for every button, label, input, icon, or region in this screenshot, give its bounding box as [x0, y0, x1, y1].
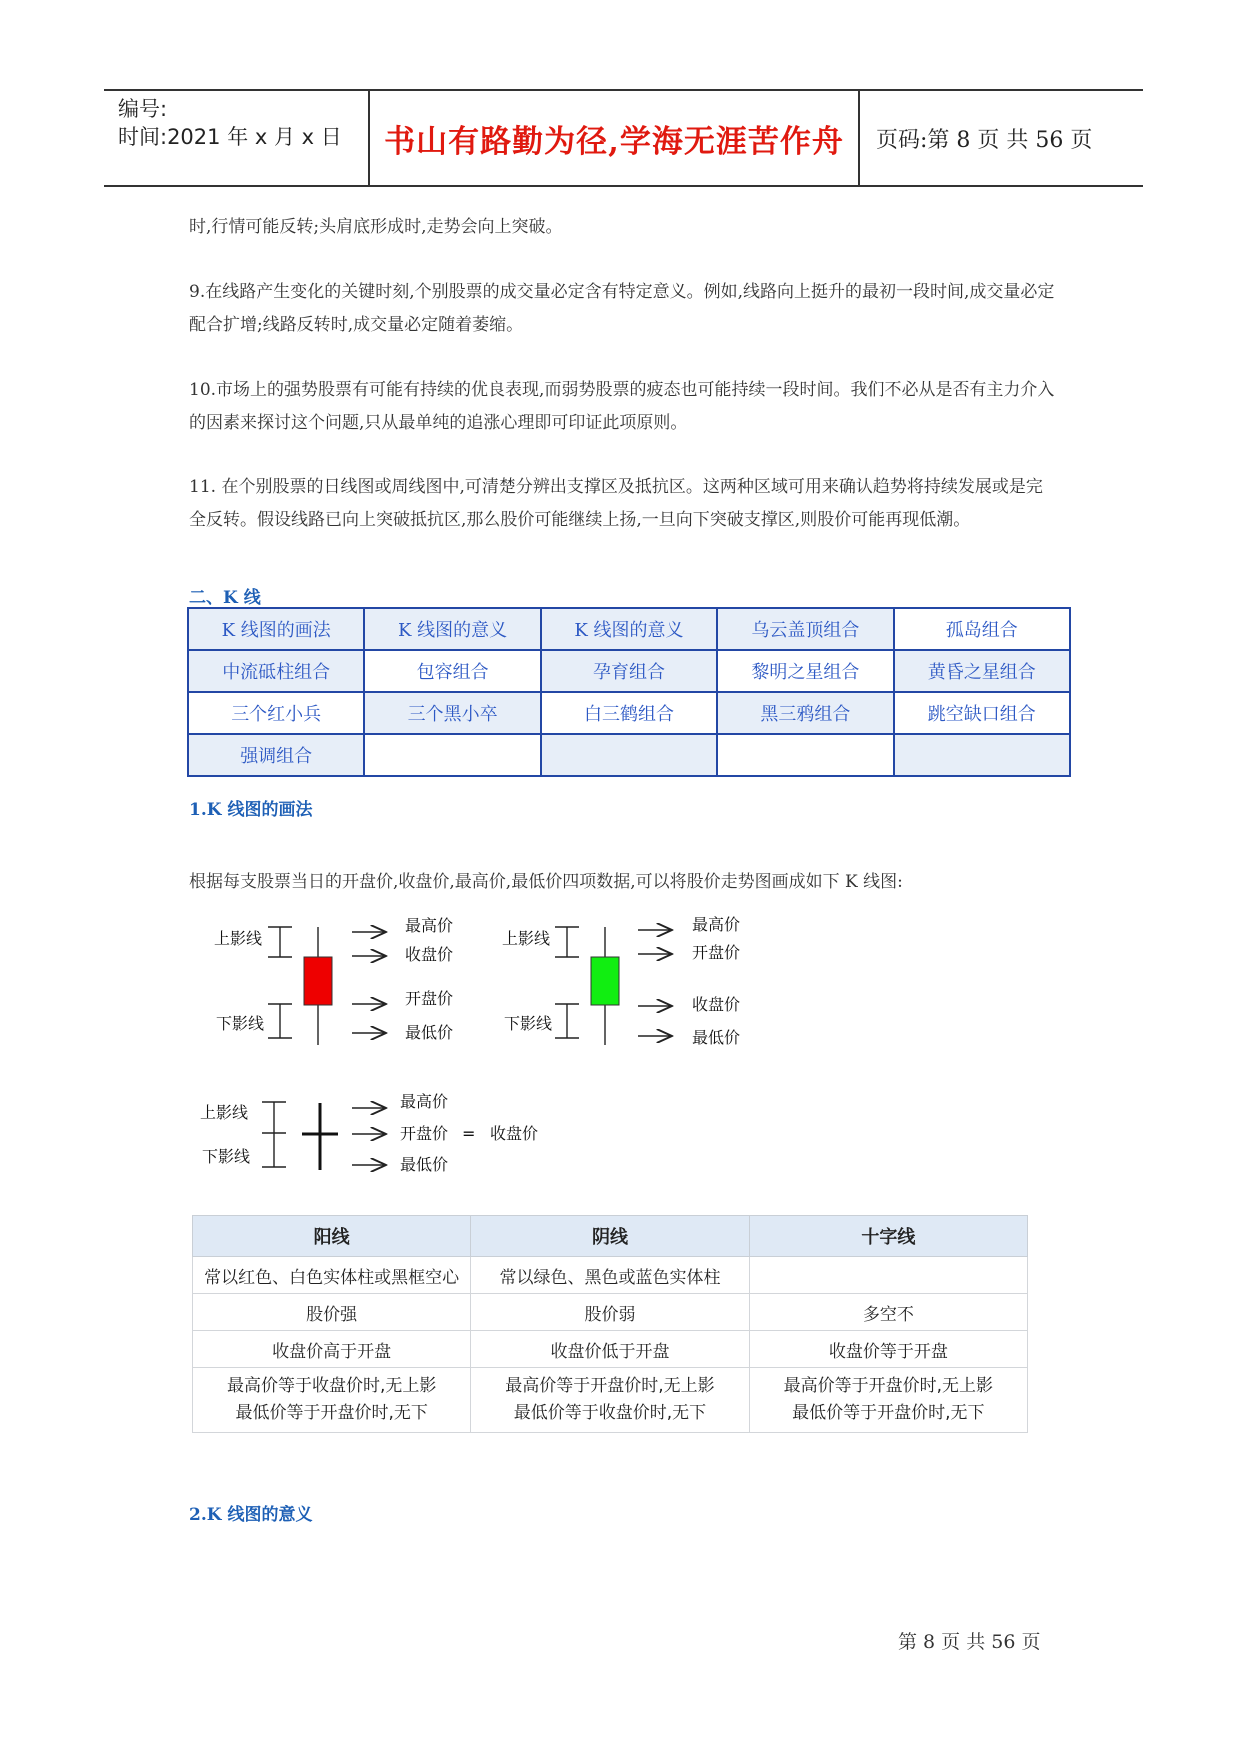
- low-label: 最低价: [400, 1155, 449, 1174]
- open-label: 开盘价: [405, 989, 454, 1008]
- paragraph-11: 11. 在个别股票的日线图或周线图中,可清楚分辨出支撑区及抵抗区。这两种区域可用来确认趋势将持续发展或是完全反转。假设线路已向上突破抵抗区,那么股价可能继续上扬,一旦向下突破支撑区,则股价可能再现低潮。: [189, 477, 1043, 530]
- document-time-label: 时间:2021 年 x 月 x 日: [118, 125, 342, 149]
- lower-shadow-label: 下影线: [216, 1014, 265, 1033]
- cell-line: 最低价等于开盘价时,无下: [792, 1403, 985, 1423]
- equals-sign: =: [462, 1124, 476, 1143]
- cell-line: 最高价等于开盘价时,无上影: [783, 1376, 994, 1396]
- open-label: 开盘价: [400, 1124, 449, 1143]
- empty-cell: [364, 734, 540, 776]
- header-meta: [104, 91, 368, 185]
- candle-comparison-table: [192, 1215, 1028, 1433]
- lower-shadow-label: 下影线: [202, 1147, 251, 1166]
- table-cell: [749, 1368, 1027, 1433]
- page-header: [104, 89, 1143, 187]
- table-cell: [193, 1368, 471, 1433]
- table-row: [188, 734, 1070, 776]
- close-label: 收盘价: [405, 945, 454, 964]
- cell-line: 最高价等于开盘价时,无上影: [505, 1376, 715, 1396]
- table-cell: 多空不: [749, 1294, 1027, 1331]
- paragraph-9: 9.在线路产生变化的关键时刻,个别股票的成交量必定含有特定意义。例如,线路向上挺升的最初一段时间,成交量必定配合扩增;线路反转时,成交量必定随着萎缩。: [189, 282, 1055, 335]
- table-row: [188, 650, 1070, 692]
- open-label: 开盘价: [692, 943, 741, 962]
- topic-link[interactable]: 中流砥柱组合: [188, 650, 364, 692]
- empty-cell: [717, 734, 893, 776]
- empty-cell: [541, 734, 717, 776]
- topic-link[interactable]: K 线图的意义: [541, 608, 717, 650]
- subsection-title-1: 1.K 线图的画法: [189, 800, 313, 820]
- close-label: 收盘价: [692, 995, 741, 1014]
- table-header-row: [193, 1216, 1028, 1257]
- paragraph-continued: 时,行情可能反转;头肩底形成时,走势会向上突破。: [189, 217, 563, 237]
- page-footer: 第 8 页 共 56 页: [898, 1631, 1041, 1653]
- cell-line: 最低价等于收盘价时,无下: [513, 1403, 707, 1423]
- table-cell: 股价弱: [471, 1294, 749, 1331]
- high-label: 最高价: [405, 916, 454, 935]
- topic-link[interactable]: 黄昏之星组合: [894, 650, 1070, 692]
- table-row: [193, 1294, 1028, 1331]
- high-label: 最高价: [400, 1092, 449, 1111]
- column-header-doji: 十字线: [749, 1216, 1027, 1257]
- topic-link[interactable]: K 线图的意义: [364, 608, 540, 650]
- cell-line: 最低价等于开盘价时,无下: [235, 1403, 428, 1423]
- low-label: 最低价: [692, 1028, 741, 1047]
- paragraph-kline-intro: 根据每支股票当日的开盘价,收盘价,最高价,最低价四项数据,可以将股价走势图画成如下 K 线图:: [189, 872, 903, 892]
- table-row: [193, 1368, 1028, 1433]
- empty-cell: [894, 734, 1070, 776]
- high-label: 最高价: [692, 915, 741, 934]
- cell-line: 最高价等于收盘价时,无上影: [226, 1376, 437, 1396]
- upper-shadow-label: 上影线: [502, 929, 551, 948]
- table-row: [193, 1331, 1028, 1368]
- table-cell: 常以绿色、黑色或蓝色实体柱: [471, 1257, 749, 1294]
- table-cell: 收盘价等于开盘: [749, 1331, 1027, 1368]
- paragraph-10: 10.市场上的强势股票有可能有持续的优良表现,而弱势股票的疲态也可能持续一段时间。我们不必从是否有主力介入的因素来探讨这个问题,只从最单纯的追涨心理即可印证此项原则。: [189, 380, 1055, 433]
- green-candle-body: [591, 957, 619, 1005]
- upper-shadow-label: 上影线: [200, 1103, 249, 1122]
- table-cell: [749, 1257, 1027, 1294]
- doji-group: [200, 1092, 538, 1174]
- table-row: [188, 608, 1070, 650]
- section-title: 二、K 线: [189, 588, 261, 608]
- lower-shadow-label: 下影线: [504, 1014, 553, 1033]
- green-candle-group: [502, 915, 740, 1047]
- close-label: 收盘价: [490, 1124, 539, 1143]
- table-row: [193, 1257, 1028, 1294]
- topic-link[interactable]: 包容组合: [364, 650, 540, 692]
- header-page-number: 页码:第 8 页 共 56 页: [876, 127, 1093, 153]
- topic-link[interactable]: 白三鹤组合: [541, 692, 717, 734]
- topic-link[interactable]: 孤岛组合: [894, 608, 1070, 650]
- table-cell: [471, 1368, 749, 1433]
- column-header-yang: 阳线: [193, 1216, 471, 1257]
- topic-link[interactable]: 乌云盖顶组合: [717, 608, 893, 650]
- topic-link[interactable]: 强调组合: [188, 734, 364, 776]
- topic-link[interactable]: 黑三鸦组合: [717, 692, 893, 734]
- table-cell: 收盘价低于开盘: [471, 1331, 749, 1368]
- red-candle-body: [304, 957, 332, 1005]
- header-motto: 书山有路勤为径,学海无涯苦作舟: [368, 91, 860, 185]
- topic-link[interactable]: 三个红小兵: [188, 692, 364, 734]
- subsection-title-2: 2.K 线图的意义: [189, 1505, 313, 1525]
- low-label: 最低价: [405, 1023, 454, 1042]
- topic-link[interactable]: 跳空缺口组合: [894, 692, 1070, 734]
- topic-link[interactable]: 三个黑小卒: [364, 692, 540, 734]
- kline-topics-table: [187, 607, 1071, 777]
- topic-link[interactable]: 孕育组合: [541, 650, 717, 692]
- table-cell: 收盘价高于开盘: [193, 1331, 471, 1368]
- table-cell: 股价强: [193, 1294, 471, 1331]
- table-row: [188, 692, 1070, 734]
- candlestick-diagram: [200, 900, 780, 1180]
- topic-link[interactable]: K 线图的画法: [188, 608, 364, 650]
- upper-shadow-label: 上影线: [214, 929, 263, 948]
- topic-link[interactable]: 黎明之星组合: [717, 650, 893, 692]
- table-cell: 常以红色、白色实体柱或黑框空心: [193, 1257, 471, 1294]
- red-candle-group: [214, 916, 453, 1045]
- column-header-yin: 阴线: [471, 1216, 749, 1257]
- document-number-label: 编号:: [118, 97, 168, 121]
